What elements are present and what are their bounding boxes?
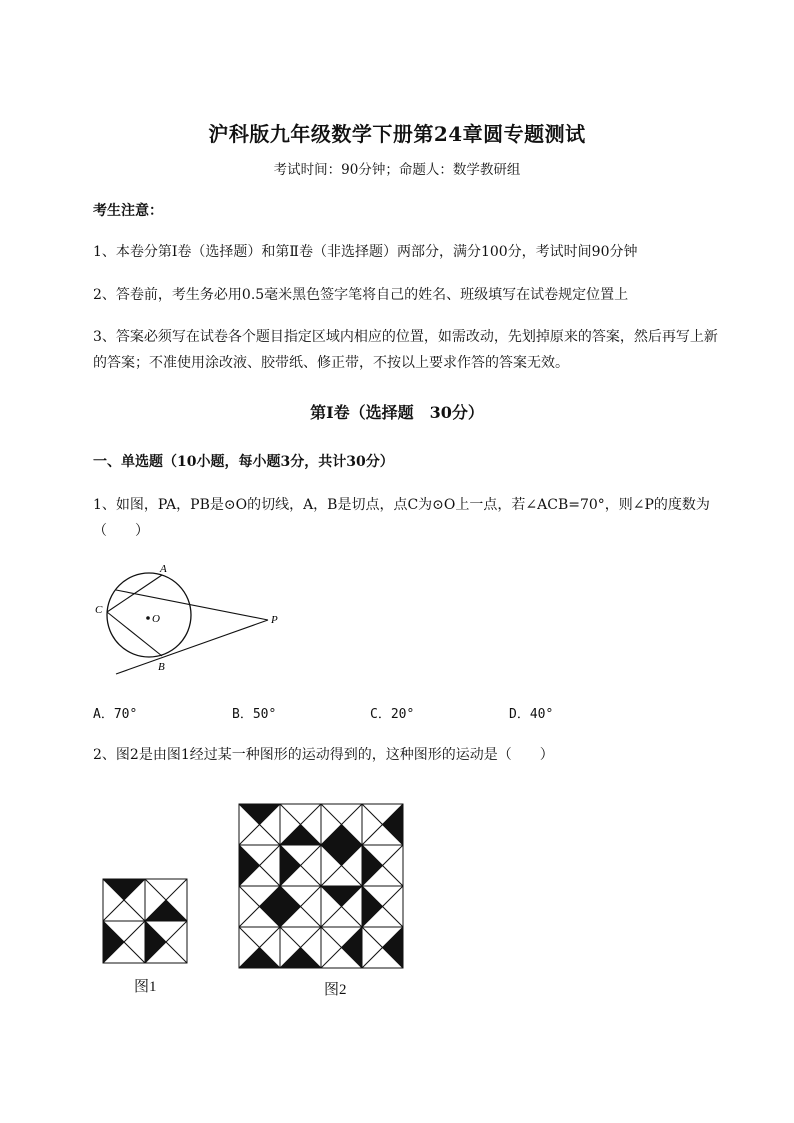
label-a: A <box>160 563 167 575</box>
center-dot <box>146 616 150 620</box>
q2-figure-2 <box>238 803 404 969</box>
shaded-triangle <box>145 921 166 963</box>
q2-figure-1 <box>102 878 188 964</box>
tangent-pb-ext <box>116 620 268 674</box>
q1-option-c[interactable]: C．20° <box>370 707 415 722</box>
q1-figure <box>90 560 290 680</box>
page-title: 沪科版九年级数学下册第24章圆专题测试 <box>208 122 586 146</box>
notice-item-3: 3、答案必须写在试卷各个题目指定区域内相应的位置，如需改动，先划掉原来的答案，然后再写上新 <box>93 329 718 345</box>
label-c: C <box>95 604 103 616</box>
shaded-triangle <box>239 845 260 886</box>
chord-ca <box>107 575 162 612</box>
shaded-triangle <box>321 845 362 866</box>
fig2-label: 图2 <box>324 982 347 998</box>
section-title: 第I卷（选择题 30分） <box>310 403 484 422</box>
shaded-triangle <box>362 886 383 927</box>
part-heading: 一、单选题（10小题，每小题3分，共计30分） <box>93 454 394 470</box>
shaded-triangle <box>383 804 404 845</box>
notice-item-1: 1、本卷分第I卷（选择题）和第Ⅱ卷（非选择题）两部分，满分100分，考试时间90分钟 <box>93 244 638 260</box>
shaded-triangle <box>280 886 301 927</box>
shaded-triangle <box>280 845 301 886</box>
label-b: B <box>158 661 165 673</box>
exam-info: 考试时间：90分钟；命题人：数学教研组 <box>273 162 521 178</box>
shaded-triangle <box>362 845 383 886</box>
q1-stem: 1、如图，PA，PB是⊙O的切线，A，B是切点，点C为⊙O上一点，若∠ACB=70°，则∠P的度数为 <box>93 497 710 513</box>
shaded-triangle <box>342 927 363 968</box>
shaded-triangle <box>280 948 321 969</box>
circle-o <box>107 573 191 657</box>
tangent-pa-ext <box>116 590 268 620</box>
shaded-triangle <box>239 804 280 825</box>
q2-stem: 2、图2是由图1经过某一种图形的运动得到的，这种图形的运动是（ ） <box>93 747 554 763</box>
shaded-triangle <box>103 879 145 900</box>
shaded-triangle <box>321 886 362 907</box>
q1-option-d[interactable]: D．40° <box>509 707 554 722</box>
fig1-label: 图1 <box>134 979 157 995</box>
label-o: O <box>152 613 160 625</box>
shaded-triangle <box>280 825 321 846</box>
q1-blank: （ ） <box>93 523 149 539</box>
shaded-triangle <box>239 948 280 969</box>
notice-item-2: 2、答卷前，考生务必用0.5毫米黑色签字笔将自己的姓名、班级填写在试卷规定位置上 <box>93 287 629 303</box>
shaded-triangle <box>383 927 404 968</box>
shaded-triangle <box>260 886 281 927</box>
notice-item-3-cont: 的答案；不准使用涂改液、胶带纸、修正带，不按以上要求作答的答案无效。 <box>93 355 569 371</box>
q1-option-b[interactable]: B．50° <box>232 707 277 722</box>
shaded-triangle <box>145 900 187 921</box>
shaded-triangle <box>321 825 362 846</box>
shaded-triangle <box>103 921 124 963</box>
q1-option-a[interactable]: A．70° <box>93 707 138 722</box>
notice-heading: 考生注意： <box>93 203 163 219</box>
label-p: P <box>271 614 278 626</box>
